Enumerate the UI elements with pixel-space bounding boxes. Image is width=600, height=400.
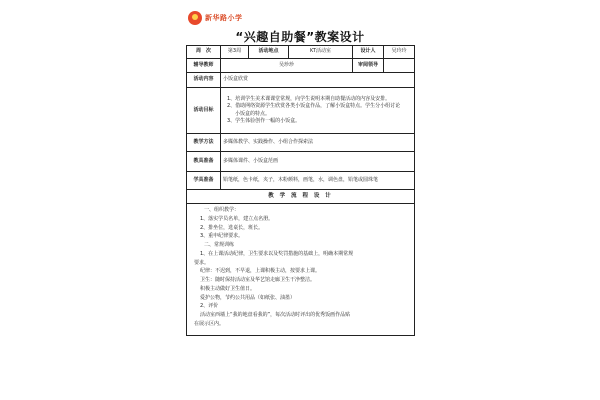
week-label: 周 次 <box>187 46 221 59</box>
flow-line: 2、排坐位，选桌长，班长。 <box>200 224 264 231</box>
reviewer-label: 审阅领导 <box>353 59 384 73</box>
designer-label: 设计人 <box>353 46 384 59</box>
goal-item: 3、学生体验创作一幅的小饭盒。 <box>227 117 301 124</box>
designer-value: 吴玲玲 <box>384 46 415 59</box>
student-prep-label: 学具准备 <box>187 172 221 190</box>
flow-line: 二、常规训练 <box>204 242 235 248</box>
flow-heading: 教 学 流 程 设 计 <box>187 190 415 204</box>
location-value: KT活动室 <box>289 46 353 59</box>
logo-icon <box>188 11 202 25</box>
goals-row <box>187 88 415 134</box>
content-row <box>187 73 415 88</box>
flow-line: 卫生：随时保持活动室及华艺馆走廊卫生干净整洁。 <box>200 277 316 283</box>
flow-line: 在展示区内。 <box>194 320 225 327</box>
tutor-label: 辅导教师 <box>187 59 221 73</box>
flow-line: 积极主动做好卫生值日。 <box>200 285 256 292</box>
flow-line: 爱护公物，节约公共用品（如纸张、油墨） <box>200 294 296 301</box>
tutor-value: 吴珍珍 <box>221 59 353 73</box>
info-row-2 <box>187 59 415 73</box>
goals-label: 活动目标 <box>187 88 221 134</box>
method-value: 多媒体教学、实践操作、小组合作探索法 <box>221 134 415 152</box>
method-label: 教学方法 <box>187 134 221 152</box>
flow-body <box>187 204 415 336</box>
goal-item: 小饭盒的特点。 <box>235 110 271 117</box>
flow-line: 2、评价 <box>200 303 219 310</box>
teacher-prep-value: 多媒体课件、小饭盒范画 <box>221 152 415 172</box>
student-prep-value: 铅笔纸，色卡纸，夹子，木粉颜料，画笔，水，调色盘，铅笔或圆珠笔 <box>221 172 415 190</box>
flow-heading-row <box>187 190 415 204</box>
flow-line: 活动室西墙上“我的地盘看我的”，每次活动时评出的优秀饭画作品贴 <box>200 312 351 318</box>
week-value: 第3周 <box>221 46 249 59</box>
content-value: 小饭盒欣赏 <box>221 73 415 88</box>
goal-item: 1、培训学生美术课课堂常规，向学生说明本期自助餐活动的内容及安排。 <box>227 96 391 102</box>
teacher-prep-label: 教具准备 <box>187 152 221 172</box>
reviewer-value <box>384 59 415 73</box>
location-label: 活动地点 <box>249 46 289 59</box>
flow-line: 3、重申纪律要求。 <box>200 233 244 240</box>
flow-line: 纪律：不迟到，不早退，上课积极主动，按要求上课。 <box>200 268 321 275</box>
lesson-plan-table <box>186 45 415 336</box>
goals-value <box>221 88 415 134</box>
student-prep-row <box>187 172 415 190</box>
teacher-prep-row <box>187 152 415 172</box>
info-row-1 <box>187 46 415 59</box>
flow-line: 要求。 <box>194 259 210 266</box>
flow-line: 1、落实学员名单，建立点名册。 <box>200 215 274 222</box>
school-logo <box>188 8 243 28</box>
goal-item: 2、借助网络资源学生欣赏各类小饭盒作品，了解小饭盒特点。学生分小组讨论 <box>227 103 401 110</box>
flow-line: 1、在上课活动纪律，卫生要求以及奖罚措施的基础上，明确本期常规 <box>200 250 354 257</box>
page-title: “兴趣自助餐”教案设计 <box>235 30 365 44</box>
method-row <box>187 134 415 152</box>
flow-row <box>187 204 415 336</box>
content-label: 活动内容 <box>187 73 221 88</box>
flow-line: 一、组织教学： <box>204 207 240 213</box>
logo-text: 新华路小学 <box>205 14 243 22</box>
